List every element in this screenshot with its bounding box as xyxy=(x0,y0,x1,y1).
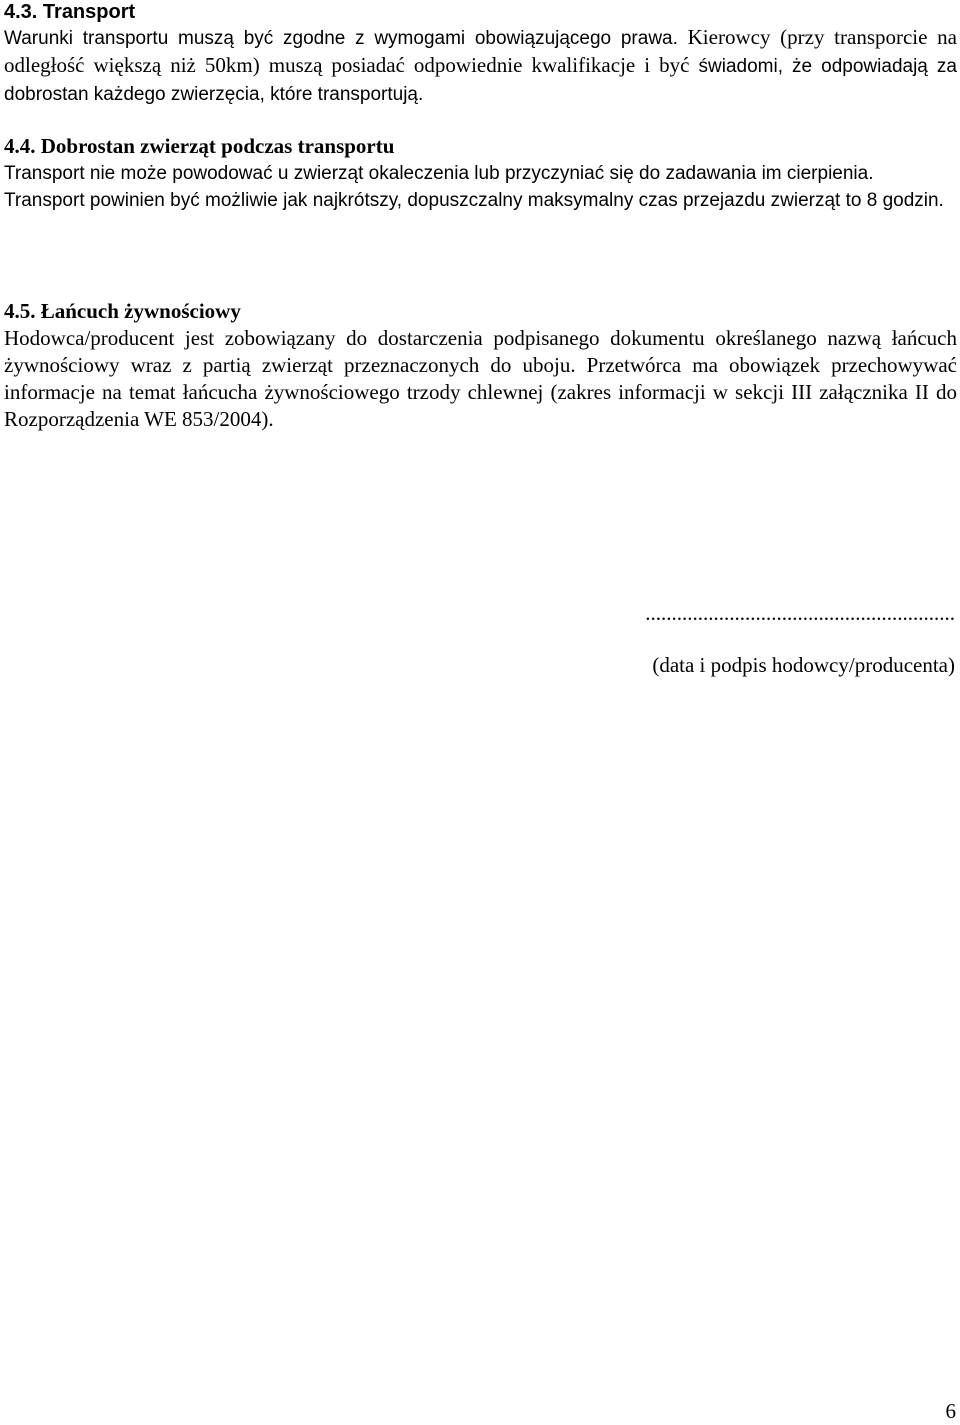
section-4-4 xyxy=(4,133,957,214)
signature-line: ........................................................... xyxy=(645,601,955,625)
section-4-5-paragraph xyxy=(4,325,957,433)
section-4-5-text-part1: Hodowca/producent jest zobowiązany do dostarczenia podpisanego dokumentu określanego nazwą łańcuch żywnościowy wraz z partią zwierząt przeznaczonych do uboju. xyxy=(4,326,957,377)
page-number: 6 xyxy=(945,1399,956,1423)
section-4-3-text-part2: Kierowcy (przy transporcie na odległość większą niż 50km) muszą posiadać odpowiednie kwalifikacje i być xyxy=(4,25,957,77)
section-4-5-heading: 4.5. Łańcuch żywnościowy xyxy=(4,299,241,323)
section-4-5 xyxy=(4,298,957,433)
section-4-3-text-part3: świadomi, że odpowiadają za dobrostan każdego zwierzęcia, które transportują. xyxy=(4,56,957,105)
section-4-4-paragraph-2: Transport powinien być możliwie jak najkrótszy, dopuszczalny maksymalny czas przejazdu zwierząt to 8 godzin. xyxy=(4,190,944,211)
section-4-4-paragraph-1: Transport nie może powodować u zwierząt okaleczenia lub przyczyniać się do zadawania im cierpienia. xyxy=(4,163,874,184)
section-4-3-heading: 4.3. Transport xyxy=(4,1,136,23)
section-4-5-text-part2: Przetwórca ma obowiązek przechowywać informacje na temat łańcucha żywnościowego trzody chlewnej (zakres informacji w sekcji III załącznika II do Rozporządzenia WE 853/2004). xyxy=(4,353,957,431)
section-4-3 xyxy=(4,0,957,108)
signature-caption: (data i podpis hodowcy/producenta) xyxy=(652,653,955,677)
section-4-4-heading: 4.4. Dobrostan zwierząt podczas transportu xyxy=(4,134,395,158)
section-4-3-text-part1: Warunki transportu muszą być zgodne z wymogami obowiązującego prawa. xyxy=(4,28,688,49)
section-4-3-paragraph xyxy=(4,24,957,108)
